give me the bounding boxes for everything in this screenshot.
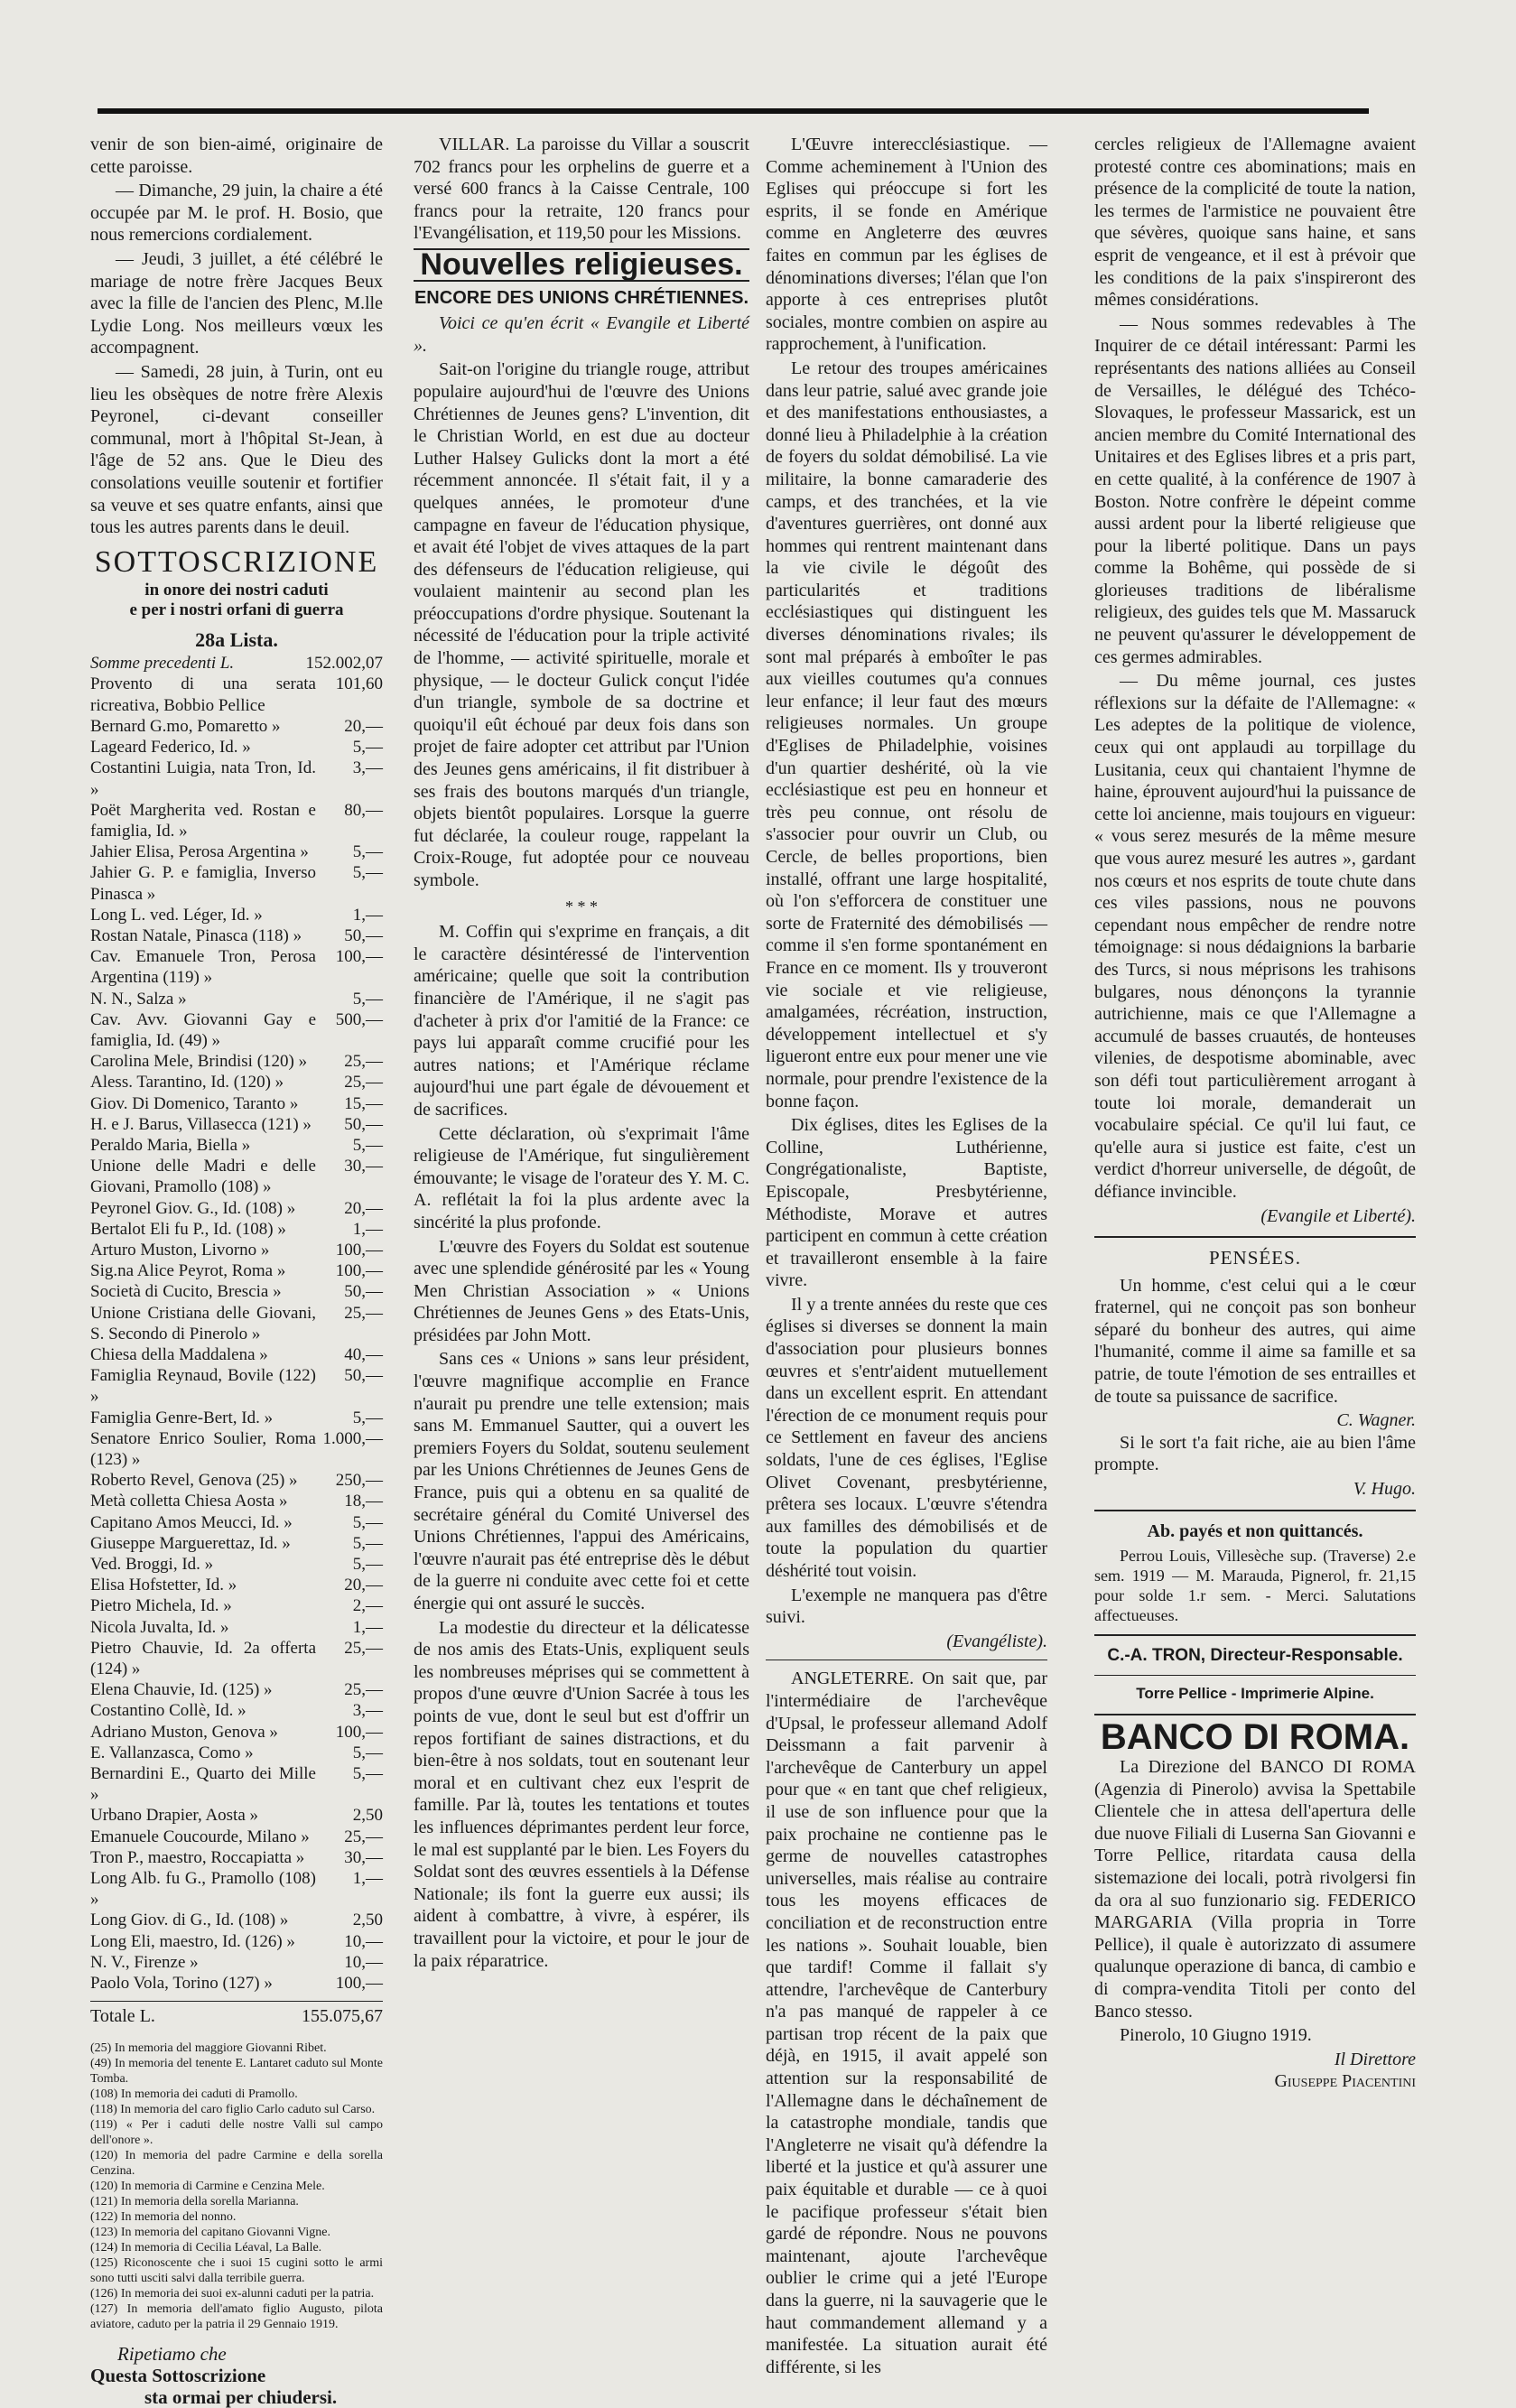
list-item bbox=[90, 758, 383, 799]
donation-amount: 25,— bbox=[344, 1073, 383, 1092]
paragraph: Dix églises, dites les Eglises de la Colline, Luthérienne, Congrégationaliste, Baptiste, Episcopale, Presbytérienne, Méthodiste, Morave et autres participent en commun à cette création et travailleront ensemble à la faire vivre. bbox=[766, 1115, 1047, 1291]
list-item bbox=[90, 1491, 383, 1511]
donor-name: Famiglia Genre-Bert, Id. » bbox=[90, 1408, 274, 1427]
list-item bbox=[90, 1051, 383, 1072]
list-item bbox=[90, 1931, 383, 1952]
donation-amount: 50,— bbox=[344, 925, 383, 945]
donation-amount: 5,— bbox=[352, 863, 383, 883]
donor-name: Unione Cristiana delle Giovani, S. Secondo di Pinerolo » bbox=[90, 1303, 316, 1343]
list-item bbox=[90, 1009, 383, 1051]
list-item bbox=[90, 1700, 383, 1721]
donation-amount: 100,— bbox=[335, 1240, 383, 1260]
donor-name: Long L. ved. Léger, Id. » bbox=[90, 905, 263, 925]
section-subheading: ENCORE DES UNIONS CHRÉTIENNES. bbox=[414, 287, 749, 308]
donor-name: Elena Chauvie, Id. (125) » bbox=[90, 1680, 273, 1700]
list-item bbox=[90, 1156, 383, 1197]
ab-text: Perrou Louis, Villesèche sup. (Traverse) 2.e sem. 1919 — M. Marauda, Pignerol, fr. 21,15 pour solde 1.r sem. - Merci. Salutations affectueuses. bbox=[1094, 1547, 1416, 1625]
donor-name: Costantini Luigia, nata Tron, Id. » bbox=[90, 758, 316, 799]
list-item bbox=[90, 1240, 383, 1260]
footnote: (123) In memoria del capitano Giovanni Vigne. bbox=[90, 2225, 330, 2239]
list-item bbox=[90, 1281, 383, 1302]
divider bbox=[1094, 1236, 1416, 1238]
list-item bbox=[90, 1344, 383, 1365]
donation-amount: 25,— bbox=[344, 1052, 383, 1072]
donation-amount: 5,— bbox=[352, 1555, 383, 1575]
paragraph: venir de son bien-aimé, originaire de cette paroisse. bbox=[90, 135, 383, 177]
donor-name: Ved. Broggi, Id. » bbox=[90, 1555, 214, 1575]
donation-amount: 50,— bbox=[344, 1366, 383, 1386]
ab-title: Ab. payés et non quittancés. bbox=[1147, 1520, 1363, 1541]
donor-name: Bernard G.mo, Pomaretto » bbox=[90, 716, 281, 736]
list-item bbox=[90, 1135, 383, 1156]
list-item bbox=[90, 1679, 383, 1700]
subscription-title: SOTTOSCRIZIONE bbox=[94, 544, 379, 579]
donor-name: Jahier G. P. e famiglia, Inverso Pinasca » bbox=[90, 863, 316, 904]
paragraph: cercles religieux de l'Allemagne avaient protesté contre ces abominations; mais en présence de la complicité de toute la nation, les termes de l'armistice ne pouvaient être que sévères, quoique sans haine, et sans esprit de vengeance, et il est à prévoir que les conditions de la paix s'inspireront des mêmes considérations. bbox=[1094, 135, 1416, 311]
paragraph: L'exemple ne manquera pas d'être suivi. bbox=[766, 1585, 1047, 1628]
donation-amount: 5,— bbox=[352, 989, 383, 1009]
paragraph: L'Œuvre interecclésiastique. — Comme acheminement à l'Union des Eglises qui préoccupe si fort les esprits, il se fonde en Amérique comme en Angleterre des œuvres faites en commun par les églises de dénominations diverses; l'élan que l'on apporte à ces entreprises plutôt sociales, montre combien on aspire au rapprochement, à l'unification. bbox=[766, 135, 1047, 355]
list-item bbox=[90, 841, 383, 862]
list-item bbox=[90, 1428, 383, 1470]
top-rule bbox=[98, 108, 1369, 114]
donor-name: Long Eli, maestro, Id. (126) » bbox=[90, 1931, 295, 1951]
donor-name: Cav. Avv. Giovanni Gay e famiglia, Id. (49) » bbox=[90, 1009, 316, 1050]
donation-amount: 5,— bbox=[352, 842, 383, 862]
paragraph: — Jeudi, 3 juillet, a été célébré le mariage de notre frère Jacques Beux avec la fille de l'ancien des Plenc, M.lle Lydie Long. Nos meilleurs vœux les accompagnent. bbox=[90, 248, 383, 358]
closing-line-1: Ripetiamo che bbox=[117, 2342, 227, 2365]
list-item bbox=[90, 737, 383, 758]
donation-amount: 3,— bbox=[352, 1701, 383, 1721]
footnote: (119) « Per i caduti delle nostre Valli sul campo dell'onore ». bbox=[90, 2117, 383, 2147]
banco-date: Pinerolo, 10 Giugno 1919. bbox=[1120, 2025, 1312, 2046]
list-item bbox=[90, 1827, 383, 1847]
pensee-1: Un homme, c'est celui qui a le cœur fraternel, qui ne conçoit pas son bonheur séparé du bonheur des autres, qui aime l'humanité, comme il aime sa famille et sa patrie, de toute l'émotion de ses entrailles et de toute sa puissance de sacrifice. bbox=[1094, 1275, 1416, 1407]
donor-name: N. N., Salza » bbox=[90, 989, 187, 1009]
total-row bbox=[90, 2001, 383, 2028]
column-1 bbox=[90, 134, 383, 2408]
donation-amount: 2,50 bbox=[352, 1806, 383, 1826]
closing-line-3: sta ormai per chiudersi. bbox=[144, 2385, 338, 2408]
donation-amount: 100,— bbox=[335, 1261, 383, 1281]
list-item bbox=[90, 1260, 383, 1281]
paragraph: — Dimanche, 29 juin, la chaire a été occupée par M. le prof. H. Bosio, que nous remercions cordialement. bbox=[90, 181, 383, 246]
list-item bbox=[90, 1722, 383, 1743]
list-item bbox=[90, 1868, 383, 1910]
donor-name: Unione delle Madri e delle Giovani, Pramollo (108) » bbox=[90, 1157, 316, 1197]
list-item bbox=[90, 1575, 383, 1595]
list-item bbox=[90, 1533, 383, 1554]
list-item bbox=[90, 1093, 383, 1114]
column-4 bbox=[1094, 134, 1416, 2093]
donor-name: Capitano Amos Meucci, Id. » bbox=[90, 1512, 293, 1532]
donation-amount: 30,— bbox=[344, 1847, 383, 1867]
subscription-subtitle-2: e per i nostri orfani di guerra bbox=[129, 600, 344, 619]
paragraph: — Samedi, 28 juin, à Turin, ont eu lieu les obsèques de notre frère Alexis Peyronel, ci-devant conseiller communal, mort à l'hôpital St-Jean, à l'âge de 52 ans. Que le Dieu des consolations veuille soutenir et fortifier sa veuve et ses quatre enfants, ainsi que tous les autres parents dans le deuil. bbox=[90, 361, 383, 538]
donation-amount: 5,— bbox=[352, 1764, 383, 1784]
donor-name: Adriano Muston, Genova » bbox=[90, 1722, 278, 1742]
separator-stars: * * * bbox=[565, 897, 598, 916]
section-heading: Nouvelles religieuses. bbox=[414, 248, 749, 282]
donor-name: Tron P., maestro, Roccapiatta » bbox=[90, 1847, 305, 1867]
donor-name: Chiesa della Maddalena » bbox=[90, 1344, 268, 1364]
banco-signature-name: Giuseppe Piacentini bbox=[1274, 2071, 1416, 2092]
donor-name: Pietro Chauvie, Id. 2a offerta (124) » bbox=[90, 1638, 316, 1679]
source-line: (Evangile et Liberté). bbox=[1260, 1205, 1416, 1226]
list-item bbox=[90, 925, 383, 946]
donor-name: Urbano Drapier, Aosta » bbox=[90, 1806, 259, 1826]
paragraph: Cette déclaration, où s'exprimait l'âme religieuse de l'Amérique, fut singulièrement émouvante; le visage de l'orateur des Y. M. C. A. reflétait la foi la plus ardente avec la sincérité la plus profonde. bbox=[414, 1123, 749, 1232]
paragraph: Sans ces « Unions » sans leur président, l'œuvre magnifique accomplie en France n'aurait pu prendre une telle extension; mais sans M. Emmanuel Sautter, qui a ouvert les premiers Foyers du Soldat, soutenu seulement par les Unions Chrétiennes de Jeunes Gens de France, puis qui a obtenu en sa qualité de secrétaire général du Comité Universel des Unions Chrétiennes, l'appui des Américains, l'œuvre n'aurait pas été entreprise dès le début de la guerre ni conduite avec cette foi et cette énergie qui ont assuré le succès. bbox=[414, 1349, 749, 1613]
pensee-2: Si le sort t'a fait riche, aie au bien l'âme prompte. bbox=[1094, 1432, 1416, 1475]
footnote: (120) In memoria di Carmine e Cenzina Mele. bbox=[90, 2179, 325, 2193]
footnotes bbox=[90, 2041, 383, 2332]
donation-amount: 500,— bbox=[335, 1009, 383, 1029]
villar-paragraph: VILLAR. La paroisse du Villar a souscrit 702 francs pour les orphelins de guerre et a versé 600 francs à la Caisse Centrale, 100 francs pour la retraite, 120 francs pour l'Evangélisation, et 119,50 pour les Missions. bbox=[414, 135, 749, 244]
list-item bbox=[90, 946, 383, 988]
closing-notice bbox=[90, 2343, 383, 2408]
list-item bbox=[90, 1512, 383, 1533]
banco-signature-title: Il Direttore bbox=[1334, 2049, 1416, 2069]
donation-amount: 250,— bbox=[335, 1471, 383, 1491]
donation-amount: 15,— bbox=[344, 1093, 383, 1113]
banco-title: BANCO DI ROMA. bbox=[1100, 1717, 1410, 1758]
donor-name: N. V., Firenze » bbox=[90, 1952, 199, 1972]
donor-name: Bertalot Eli fu P., Id. (108) » bbox=[90, 1219, 286, 1239]
pensee-2-author: V. Hugo. bbox=[1353, 1479, 1416, 1500]
list-item bbox=[90, 1910, 383, 1930]
donor-name: Long Giov. di G., Id. (108) » bbox=[90, 1911, 289, 1930]
footnote: (108) In memoria dei caduti di Pramollo. bbox=[90, 2087, 298, 2101]
donation-amount: 25,— bbox=[344, 1303, 383, 1323]
donor-name: Sig.na Alice Peyrot, Roma » bbox=[90, 1261, 286, 1281]
column-3 bbox=[766, 134, 1047, 2380]
donation-amount: 1,— bbox=[352, 1617, 383, 1637]
donor-name: Carolina Mele, Brindisi (120) » bbox=[90, 1052, 308, 1072]
divider bbox=[1094, 1510, 1416, 1511]
source-line: (Evangéliste). bbox=[946, 1631, 1047, 1651]
donor-name: Peyronel Giov. G., Id. (108) » bbox=[90, 1198, 296, 1218]
donation-amount: 5,— bbox=[352, 1135, 383, 1155]
paragraph: Sait-on l'origine du triangle rouge, attribut populaire aujourd'hui de l'œuvre des Unions Chrétiennes de Jeunes gens? L'invention, dit le Christian World, en est due au docteur Luther Halsey Gulicks dont la mort a été récemment annoncée. Il s'était fait, il y a quelques années, le promoteur d'une campagne en faveur de l'éducation physique, et avait été l'objet de vives attaques de la part des défenseurs de l'éducation religieuse, qui voulaient maintenir au second plan les préoccupations d'ordre physique. Soutenant la nécessité de l'éducation pour la triple activité de l'homme, — activité spirituelle, morale et physique, — le docteur Gulick conçut l'idée d'un triangle, symbole de sa doctrine et quoiqu'il eût échoué par deux fois dans son projet de faire adopter cet attribut par l'Union des Jeunes gens américains, il fit distribuer à ses frais des boutons marqués d'un triangle, objets bientôt populaires. Lorsque la guerre fut déclarée, la couleur rouge, rappelant la Croix-Rouge, fut adoptée pour ce nouveau symbole. bbox=[414, 359, 749, 890]
donor-name: Emanuele Coucourde, Milano » bbox=[90, 1827, 310, 1846]
donor-name: Lageard Federico, Id. » bbox=[90, 738, 251, 758]
pensees-title: PENSÉES. bbox=[1209, 1247, 1301, 1269]
list-item bbox=[90, 1114, 383, 1135]
donor-name: Aless. Tarantino, Id. (120) » bbox=[90, 1073, 284, 1092]
donation-amount: 100,— bbox=[335, 1722, 383, 1742]
list-item bbox=[90, 1303, 383, 1344]
total-value: 155.075,67 bbox=[302, 2006, 383, 2027]
donation-amount: 100,— bbox=[335, 947, 383, 967]
list-item bbox=[90, 905, 383, 925]
list-item bbox=[90, 653, 383, 674]
list-item bbox=[90, 1595, 383, 1616]
donation-amount: 5,— bbox=[352, 1512, 383, 1532]
list-item bbox=[90, 1743, 383, 1763]
donation-amount: 20,— bbox=[344, 1576, 383, 1595]
list-item bbox=[90, 862, 383, 904]
donor-name: Cav. Emanuele Tron, Perosa Argentina (119) » bbox=[90, 947, 316, 988]
list-item bbox=[90, 1973, 383, 1994]
paragraph: — Du même journal, ces justes réflexions sur la défaite de l'Allemagne: « Les adeptes de la politique de violence, ceux qui ont applaudi au torpillage du Lusitania, ceux qui chantaient l'hymne de haine, éprouvent aujourd'hui la puissance de cette loi ancienne, mais toujours en vigueur: « vous serez mesurés de la même mesure que vous aurez mesuré les autres », gardant nos cœurs et nos esprits de toute chute dans ces viles passions, nous ne pouvons cependant nous empêcher de rendre notre témoignage: si nous dédaignions la barbarie des Turcs, si nous méprisons les trahisons bulgares, nous dénonçons la tyrannie autrichienne, mais ce que l'Allemagne a accumulé de basses cruautés, de honteuses vilenies, de despotisme abominable, avec son défi tout particulièrement arrogant à toute loi morale, demanderait un vocabulaire spécial. Ce qu'il lui faut, ce qu'elle aura si justice est faite, c'est un verdict d'horreur universelle, de dégoût, de défiance invincible. bbox=[1094, 671, 1416, 1202]
donation-amount: 25,— bbox=[344, 1638, 383, 1658]
paragraph: ANGLETERRE. On sait que, par l'intermédiaire de l'archevêque d'Upsal, le professeur allemand Adolf Deissmann a fait parvenir à l'archevêque de Canterbury un appel pour que « en tant que chef religieux, il use de son influence pour que la paix prochaine ne contienne pas le germe de nouvelles catastrophes universelles, mais réalise au contraire tous les moyens efficaces de conciliation et de reconstruction entre les nations ». Souhait louable, bien que tardif! Comme il fallait s'y attendre, l'archevêque de Canterbury n'a pas manqué de rappeler à ce partisan trop récent de la paix que déjà, en 1915, il avait appelé son attention sur la responsabilité de l'Allemagne dans le déchaînement de la catastrophe mondiale, tandis que l'Angleterre ne visait qu'à défendre la liberté et la justice et qu'à assurer une paix équitable et durable — ce à quoi le pacifique professeur s'était bien gardé de répondre. Nous ne pouvons maintenant, ajoute l'archevêque oublier le crime qui a jeté l'Europe dans la guerre, ni la sauvagerie que le haut commandement allemand y a manifestée. La situation aurait été différente, si les bbox=[766, 1669, 1047, 2377]
donor-name: Paolo Vola, Torino (127) » bbox=[90, 1974, 273, 1994]
donation-amount: 80,— bbox=[344, 800, 383, 820]
donation-amount: 100,— bbox=[335, 1974, 383, 1994]
donor-name: Giuseppe Marguerettaz, Id. » bbox=[90, 1533, 291, 1553]
donor-name: Costantino Collè, Id. » bbox=[90, 1701, 246, 1721]
donation-amount: 40,— bbox=[344, 1344, 383, 1364]
footnote: (120) In memoria del padre Carmine e della sorella Cenzina. bbox=[90, 2148, 383, 2178]
paragraph: Le retour des troupes américaines dans leur patrie, salué avec grande joie et des manifestations enthousiastes, a donné lieu à Philadelphie à la création de foyers du soldat démobilisé. La vie militaire, la bonne camaraderie des camps, et des tranchées, et la vie d'aventures guerrières, ont donné aux hommes qui rentrent maintenant dans la vie civile le dégoût des particularités et traditions ecclésiastiques qui distinguent les diverses dénominations rivales; ils sont mal préparés à emboîter le pas aux vieilles coutumes qu'a connues leur enfance; il leur faut des mœurs religieuses normales. Un groupe d'Eglises de Philadelphie, voisines d'un quartier deshérité, où la vie ecclésiastique est peu en honneur et très peu connue, ont résolu de s'associer pour ouvrir un Club, ou Cercle, de belles proportions, bien installé, offrant une large hospitalité, où l'on s'efforcera de constituer une sorte de Fraternité des démobilisés — comme il s'en forme spontanément en France en ce moment. Ils y trouveront vie sociale et vie religieuse, amalgamées, récréation, instruction, développement intellectuel et s'y ligueront entre eux pour mener une vie normale, pour prendre l'existence de la bonne façon. bbox=[766, 358, 1047, 1111]
footnote: (127) In memoria dell'amato figlio Augusto, pilota aviatore, caduto per la patria il 29 Gennaio 1919. bbox=[90, 2301, 383, 2331]
donation-amount: 3,— bbox=[352, 758, 383, 778]
donor-name: Provento di una serata ricreativa, Bobbio Pellice bbox=[90, 674, 316, 715]
list-item bbox=[90, 800, 383, 841]
donation-amount: 50,— bbox=[344, 1114, 383, 1134]
paragraph: Il y a trente années du reste que ces églises si diverses se donnent la main d'association pour plusieurs bonnes œuvres et s'entr'aident mutuellement dans un excellent esprit. En attendant l'érection de ce monument requis pour ce Settlement en faveur des anciens soldats, l'une de ces églises, l'Eglise Olivet Covenant, presbytérienne, prêtera ses locaux. L'œuvre s'étendra aux familles des démobilisés et de toute la population du quartier déshérité tout voisin. bbox=[766, 1294, 1047, 1581]
pensee-1-author: C. Wagner. bbox=[1336, 1410, 1416, 1431]
paragraph: — Nous sommes redevables à The Inquirer de ce détail intéressant: Parmi les représentants des nations alliées au Conseil de Versailles, le délégué des Tchéco-Slovaques, le professeur Massarick, est un ancien membre du Comité International des Unitaires et des Eglises libres et a pris part, en cette qualité, à la conférence de 1907 à Boston. Notre confrère le dépeint comme aussi ardent pour la liberté religieuse que pour la liberté politique. Dans un pays comme la Bohême, qui possède de si glorieuses traditions de libéralisme religieux, des guides tels que M. Massaruck ne peuvent qu'assurer le développement de ces germes admirables. bbox=[1094, 313, 1416, 667]
donor-name: Arturo Muston, Livorno » bbox=[90, 1240, 270, 1260]
donor-name: Famiglia Reynaud, Bovile (122) » bbox=[90, 1366, 316, 1407]
divider bbox=[1094, 1714, 1416, 1715]
list-item bbox=[90, 989, 383, 1009]
list-item bbox=[90, 1470, 383, 1491]
paragraph: M. Coffin qui s'exprime en français, a dit le caractère désintéressé de l'intervention américaine; quelle que soit la contribution financière de l'Amérique, il ne s'agit pas d'acheter à prix d'or l'amitié de la France: ce pays lui apparaît comme crucifié pour les autres nations; et l'Amérique réclame aujourd'hui une part égale de dévouement et de sacrifices. bbox=[414, 922, 749, 1120]
list-item bbox=[90, 1617, 383, 1638]
subscription-list bbox=[90, 653, 383, 1994]
donor-name: Somme precedenti L. bbox=[90, 654, 235, 674]
donation-amount: 10,— bbox=[344, 1952, 383, 1972]
footnote: (25) In memoria del maggiore Giovanni Ribet. bbox=[90, 2041, 327, 2055]
list-item bbox=[90, 1554, 383, 1575]
footnote: (49) In memoria del tenente E. Lantaret caduto sul Monte Tomba. bbox=[90, 2056, 383, 2086]
list-item bbox=[90, 1805, 383, 1826]
donation-amount: 5,— bbox=[352, 1408, 383, 1427]
list-item bbox=[90, 1847, 383, 1868]
donor-name: Elisa Hofstetter, Id. » bbox=[90, 1576, 237, 1595]
total-label: Totale L. bbox=[90, 2006, 155, 2027]
donation-amount: 20,— bbox=[344, 716, 383, 736]
divider bbox=[1094, 1634, 1416, 1636]
donor-name: Long Alb. fu G., Pramollo (108) » bbox=[90, 1869, 316, 1910]
subscription-subtitle-1: in onore dei nostri caduti bbox=[144, 580, 329, 600]
donor-name: Jahier Elisa, Perosa Argentina » bbox=[90, 842, 309, 862]
footnote: (121) In memoria della sorella Marianna. bbox=[90, 2194, 299, 2208]
donation-amount: 1,— bbox=[352, 1869, 383, 1889]
donation-amount: 50,— bbox=[344, 1282, 383, 1302]
paragraph: La modestie du directeur et la délicatesse de nos amis des Etats-Unis, expliquent seuls les nombreuses méprises qui se commettent à propos d'une œuvre d'Union Sacrée à tous les points de vue, dont le seul but est d'offrir un repos fortifiant de saines distractions, et du bien-être à nos soldats, tout en soutenant leur moral et en cultivant chez eux l'esprit de famille. Par là, toutes les tentations et toutes les influences déprimantes perdent leur force, le mal est supplanté par le bien. Les Foyers du Soldat sont des œuvres essentiels à la Défense Nationale; ils font la guerre eux aussi; ils aident à combattre, à vivre, à espérer, ils travaillent pour la victoire, et pour le jour de la paix réparatrice. bbox=[414, 1617, 749, 1971]
column-2 bbox=[414, 134, 749, 1974]
donor-name: Metà colletta Chiesa Aosta » bbox=[90, 1492, 288, 1511]
closing-line-2: Questa Sottoscrizione bbox=[90, 2364, 266, 2386]
donation-amount: 2,— bbox=[352, 1596, 383, 1616]
donor-name: Peraldo Maria, Biella » bbox=[90, 1135, 251, 1155]
banco-text: La Direzione del BANCO DI ROMA (Agenzia di Pinerolo) avvisa la Spettabile Clientele che in attesa dell'apertura delle due nuove Filiali di Luserna San Giovanni e Torre Pellice, ritardata causa della sistemazione dei locali, potrà rivolgersi fin da ora al suo funzionario sig. FEDERICO MARGARIA (Villa propria in Torre Pellice), il quale è autorizzato di assumere qualunque operazione di banca, di cambio e di compra-vendita Titoli per conto del Banco stesso. bbox=[1094, 1757, 1416, 2022]
donation-amount: 20,— bbox=[344, 1198, 383, 1218]
donor-name: E. Vallanzasca, Como » bbox=[90, 1743, 254, 1762]
list-item bbox=[90, 1365, 383, 1407]
list-item bbox=[90, 1952, 383, 1973]
donation-amount: 5,— bbox=[352, 1533, 383, 1553]
list-item bbox=[90, 1072, 383, 1092]
donor-name: Roberto Revel, Genova (25) » bbox=[90, 1471, 298, 1491]
list-item bbox=[90, 1408, 383, 1428]
donation-amount: 2,50 bbox=[352, 1911, 383, 1930]
divider bbox=[1094, 1675, 1416, 1676]
donor-name: Pietro Michela, Id. » bbox=[90, 1596, 232, 1616]
donation-amount: 1.000,— bbox=[322, 1428, 383, 1448]
list-item bbox=[90, 1763, 383, 1805]
donation-amount: 5,— bbox=[352, 738, 383, 758]
donation-amount: 18,— bbox=[344, 1492, 383, 1511]
donor-name: Rostan Natale, Pinasca (118) » bbox=[90, 925, 302, 945]
list-title: 28a Lista. bbox=[195, 628, 278, 651]
donor-name: Bernardini E., Quarto dei Mille » bbox=[90, 1764, 316, 1805]
donor-name: Giov. Di Domenico, Taranto » bbox=[90, 1093, 299, 1113]
donor-name: Senatore Enrico Soulier, Roma (123) » bbox=[90, 1428, 316, 1469]
donation-amount: 152.002,07 bbox=[305, 654, 383, 674]
list-item bbox=[90, 1198, 383, 1219]
editor-line: C.-A. TRON, Directeur-Responsable. bbox=[1107, 1646, 1403, 1666]
list-item bbox=[90, 674, 383, 715]
donation-amount: 101,60 bbox=[335, 674, 383, 694]
donation-amount: 1,— bbox=[352, 905, 383, 925]
donation-amount: 5,— bbox=[352, 1743, 383, 1762]
donation-amount: 1,— bbox=[352, 1219, 383, 1239]
donation-amount: 25,— bbox=[344, 1827, 383, 1846]
footnote: (124) In memoria di Cecilia Léaval, La Balle. bbox=[90, 2240, 322, 2255]
donation-amount: 30,— bbox=[344, 1157, 383, 1176]
list-item bbox=[90, 1638, 383, 1679]
donation-amount: 10,— bbox=[344, 1931, 383, 1951]
intro-line: Voici ce qu'en écrit « Evangile et Liberté ». bbox=[414, 313, 749, 356]
donor-name: H. e J. Barus, Villasecca (121) » bbox=[90, 1114, 312, 1134]
footnote: (125) Riconoscente che i suoi 15 cugini sotto le armi sono tutti usciti salvi dalla terribile guerra. bbox=[90, 2255, 383, 2285]
list-item bbox=[90, 716, 383, 737]
donor-name: Poët Margherita ved. Rostan e famiglia, Id. » bbox=[90, 800, 316, 841]
donor-name: Nicola Juvalta, Id. » bbox=[90, 1617, 229, 1637]
list-item bbox=[90, 1219, 383, 1240]
paragraph: L'œuvre des Foyers du Soldat est soutenue avec une splendide générosité par les « Young Men Christian Association » « Unions Chrétiennes de Jeunes Gens » des Etats-Unis, présidées par John Mott. bbox=[414, 1236, 749, 1345]
donor-name: Società di Cucito, Brescia » bbox=[90, 1282, 282, 1302]
footnote: (122) In memoria del nonno. bbox=[90, 2209, 237, 2224]
footnote: (118) In memoria del caro figlio Carlo caduto sul Carso. bbox=[90, 2102, 376, 2116]
printer-line: Torre Pellice - Imprimerie Alpine. bbox=[1136, 1684, 1374, 1702]
footnote: (126) In memoria dei suoi ex-alunni caduti per la patria. bbox=[90, 2286, 375, 2301]
donation-amount: 25,— bbox=[344, 1680, 383, 1700]
